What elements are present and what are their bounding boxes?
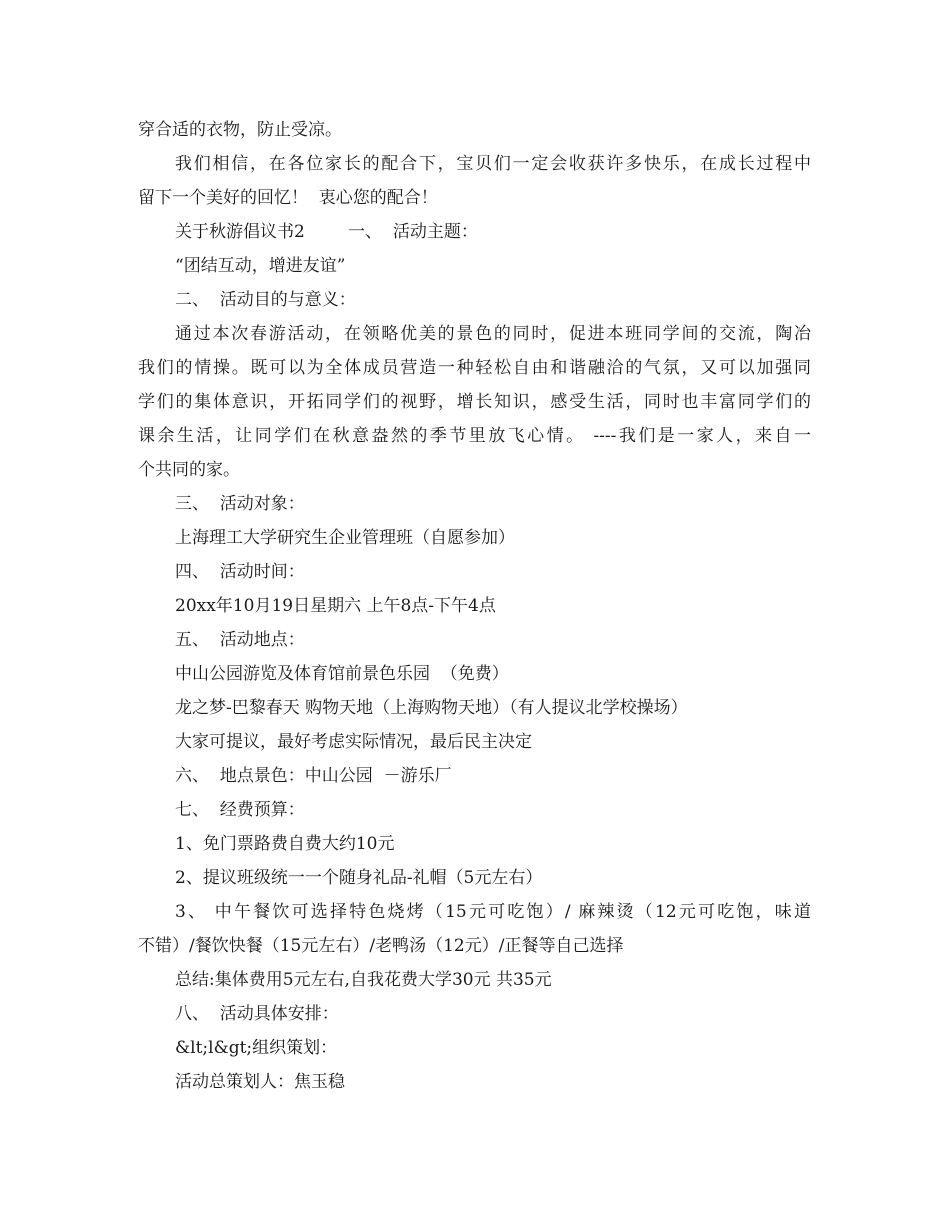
text-line: 关于秋游倡议书2 一、 活动主题：: [175, 222, 478, 242]
text-line: 留下一个美好的回忆！ 衷心您的配合！: [138, 188, 438, 208]
section-heading: 四、 活动时间：: [175, 562, 305, 582]
text-line: 龙之梦-巴黎春天 购物天地（上海购物天地）（有人提议北学校操场）: [175, 698, 688, 718]
section-heading: 七、 经费预算：: [175, 800, 305, 820]
text-line: 穿合适的衣物，防止受凉。: [138, 120, 342, 140]
text-line: 我们的情操。既可以为全体成员营造一种轻松自由和谐融洽的气氛，又可以加强同: [138, 358, 811, 378]
text-line: 个共同的家。: [138, 460, 240, 480]
section-heading: 二、 活动目的与意义：: [175, 290, 356, 310]
section-heading: 三、 活动对象：: [175, 494, 305, 514]
text-line: 活动总策划人：焦玉稳: [175, 1072, 345, 1092]
text-line: 3、 中午餐饮可选择特色烧烤（15元可吃饱）/ 麻辣烫（12元可吃饱，味道: [175, 902, 811, 922]
text-line: 20xx年10月19日星期六 上午8点-下午4点: [175, 596, 496, 616]
section-heading: 六、 地点景色：中山公园 －游乐厂: [175, 766, 452, 786]
section-heading: 五、 活动地点：: [175, 630, 305, 650]
section-heading: 八、 活动具体安排：: [175, 1004, 339, 1024]
text-line: 总结:集体费用5元左右,自我花费大学30元 共35元: [175, 970, 552, 990]
text-line: 学们的集体意识，开拓同学们的视野，增长知识，感受生活，同时也丰富同学们的: [138, 392, 811, 412]
text-line: “团结互动，增进友谊”: [175, 256, 346, 276]
text-line: &lt;l&gt;组织策划：: [175, 1038, 338, 1058]
text-line: 通过本次春游活动，在领略优美的景色的同时，促进本班同学间的交流，陶冶: [175, 324, 811, 344]
text-line: 2、提议班级统一一个随身礼品-礼帽（5元左右）: [175, 868, 543, 888]
text-line: 上海理工大学研究生企业管理班（自愿参加）: [175, 528, 515, 548]
text-line: 课余生活，让同学们在秋意盎然的季节里放飞心情。 ----我们是一家人，来自一: [138, 426, 811, 446]
text-line: 不错）/餐饮快餐（15元左右）/老鸭汤（12元）/正餐等自己选择: [138, 936, 624, 956]
text-line: 1、免门票路费自费大约10元: [175, 834, 395, 854]
text-line: 我们相信，在各位家长的配合下，宝贝们一定会收获许多快乐，在成长过程中: [175, 154, 811, 174]
text-line: 大家可提议，最好考虑实际情况，最后民主决定: [175, 732, 532, 752]
text-line: 中山公园游览及体育馆前景色乐园 （免费）: [175, 664, 509, 684]
